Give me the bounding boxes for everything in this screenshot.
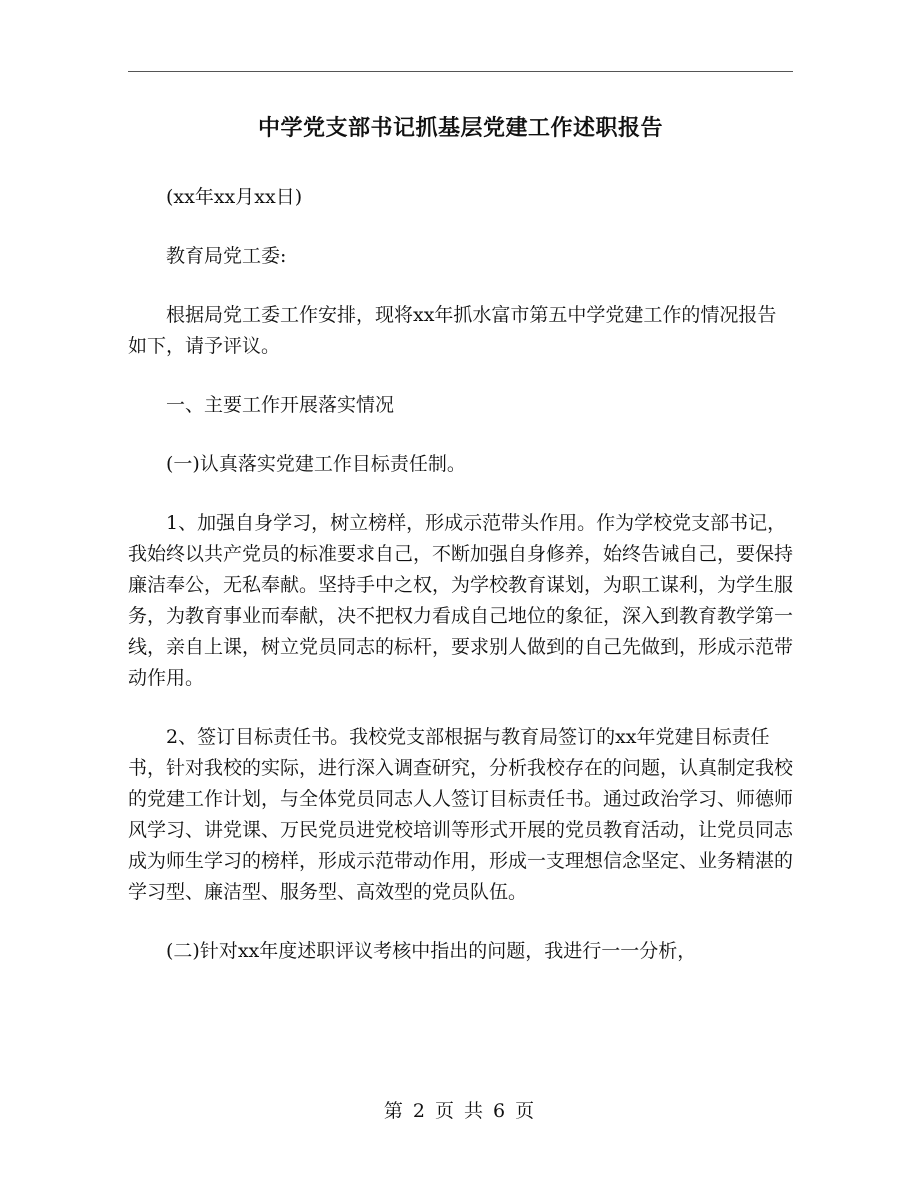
intro-paragraph: 根据局党工委工作安排，现将xx年抓水富市第五中学党建工作的情况报告如下，请予评议。: [128, 304, 777, 357]
salutation: 教育局党工委:: [166, 245, 287, 267]
subsection-1-heading: (一)认真落实党建工作目标责任制。: [166, 453, 466, 475]
page-number: 第 2 页 共 6 页: [383, 1100, 537, 1122]
subsection-2-heading: (二)针对xx年度述职评议考核中指出的问题，我进行一一分析，: [166, 940, 697, 962]
section-1-heading: 一、主要工作开展落实情况: [166, 394, 395, 416]
document-title: 中学党支部书记抓基层党建工作述职报告: [257, 115, 663, 141]
paragraph-1: 1、加强自身学习，树立榜样，形成示范带头作用。作为学校党支部书记，我始终以共产党员的标准要求自己，不断加强自身修养，始终告诫自己，要保持廉洁奉公，无私奉献。坚持手中之权，为学校教育谋划，为职工谋利，为学生服务，为教育事业而奉献，决不把权力看成自己地位的象征，深入到教育教学第一线，亲自上课，树立党员同志的标杆，要求别人做到的自己先做到，形成示范带动作用。: [128, 512, 794, 689]
date-line: (xx年xx月xx日): [166, 186, 303, 208]
paragraph-2: 2、签订目标责任书。我校党支部根据与教育局签订的xx年党建目标责任书，针对我校的实际，进行深入调查研究，分析我校存在的问题，认真制定我校的党建工作计划，与全体党员同志人人签订目标责任书。通过政治学习、师德师风学习、讲党课、万民党员进党校培训等形式开展的党员教育活动，让党员同志成为师生学习的榜样，形成示范带动作用，形成一支理想信念坚定、业务精湛的学习型、廉洁型、服务型、高效型的党员队伍。: [128, 726, 794, 903]
header-rule: [128, 71, 793, 72]
document-body: [128, 100, 793, 967]
